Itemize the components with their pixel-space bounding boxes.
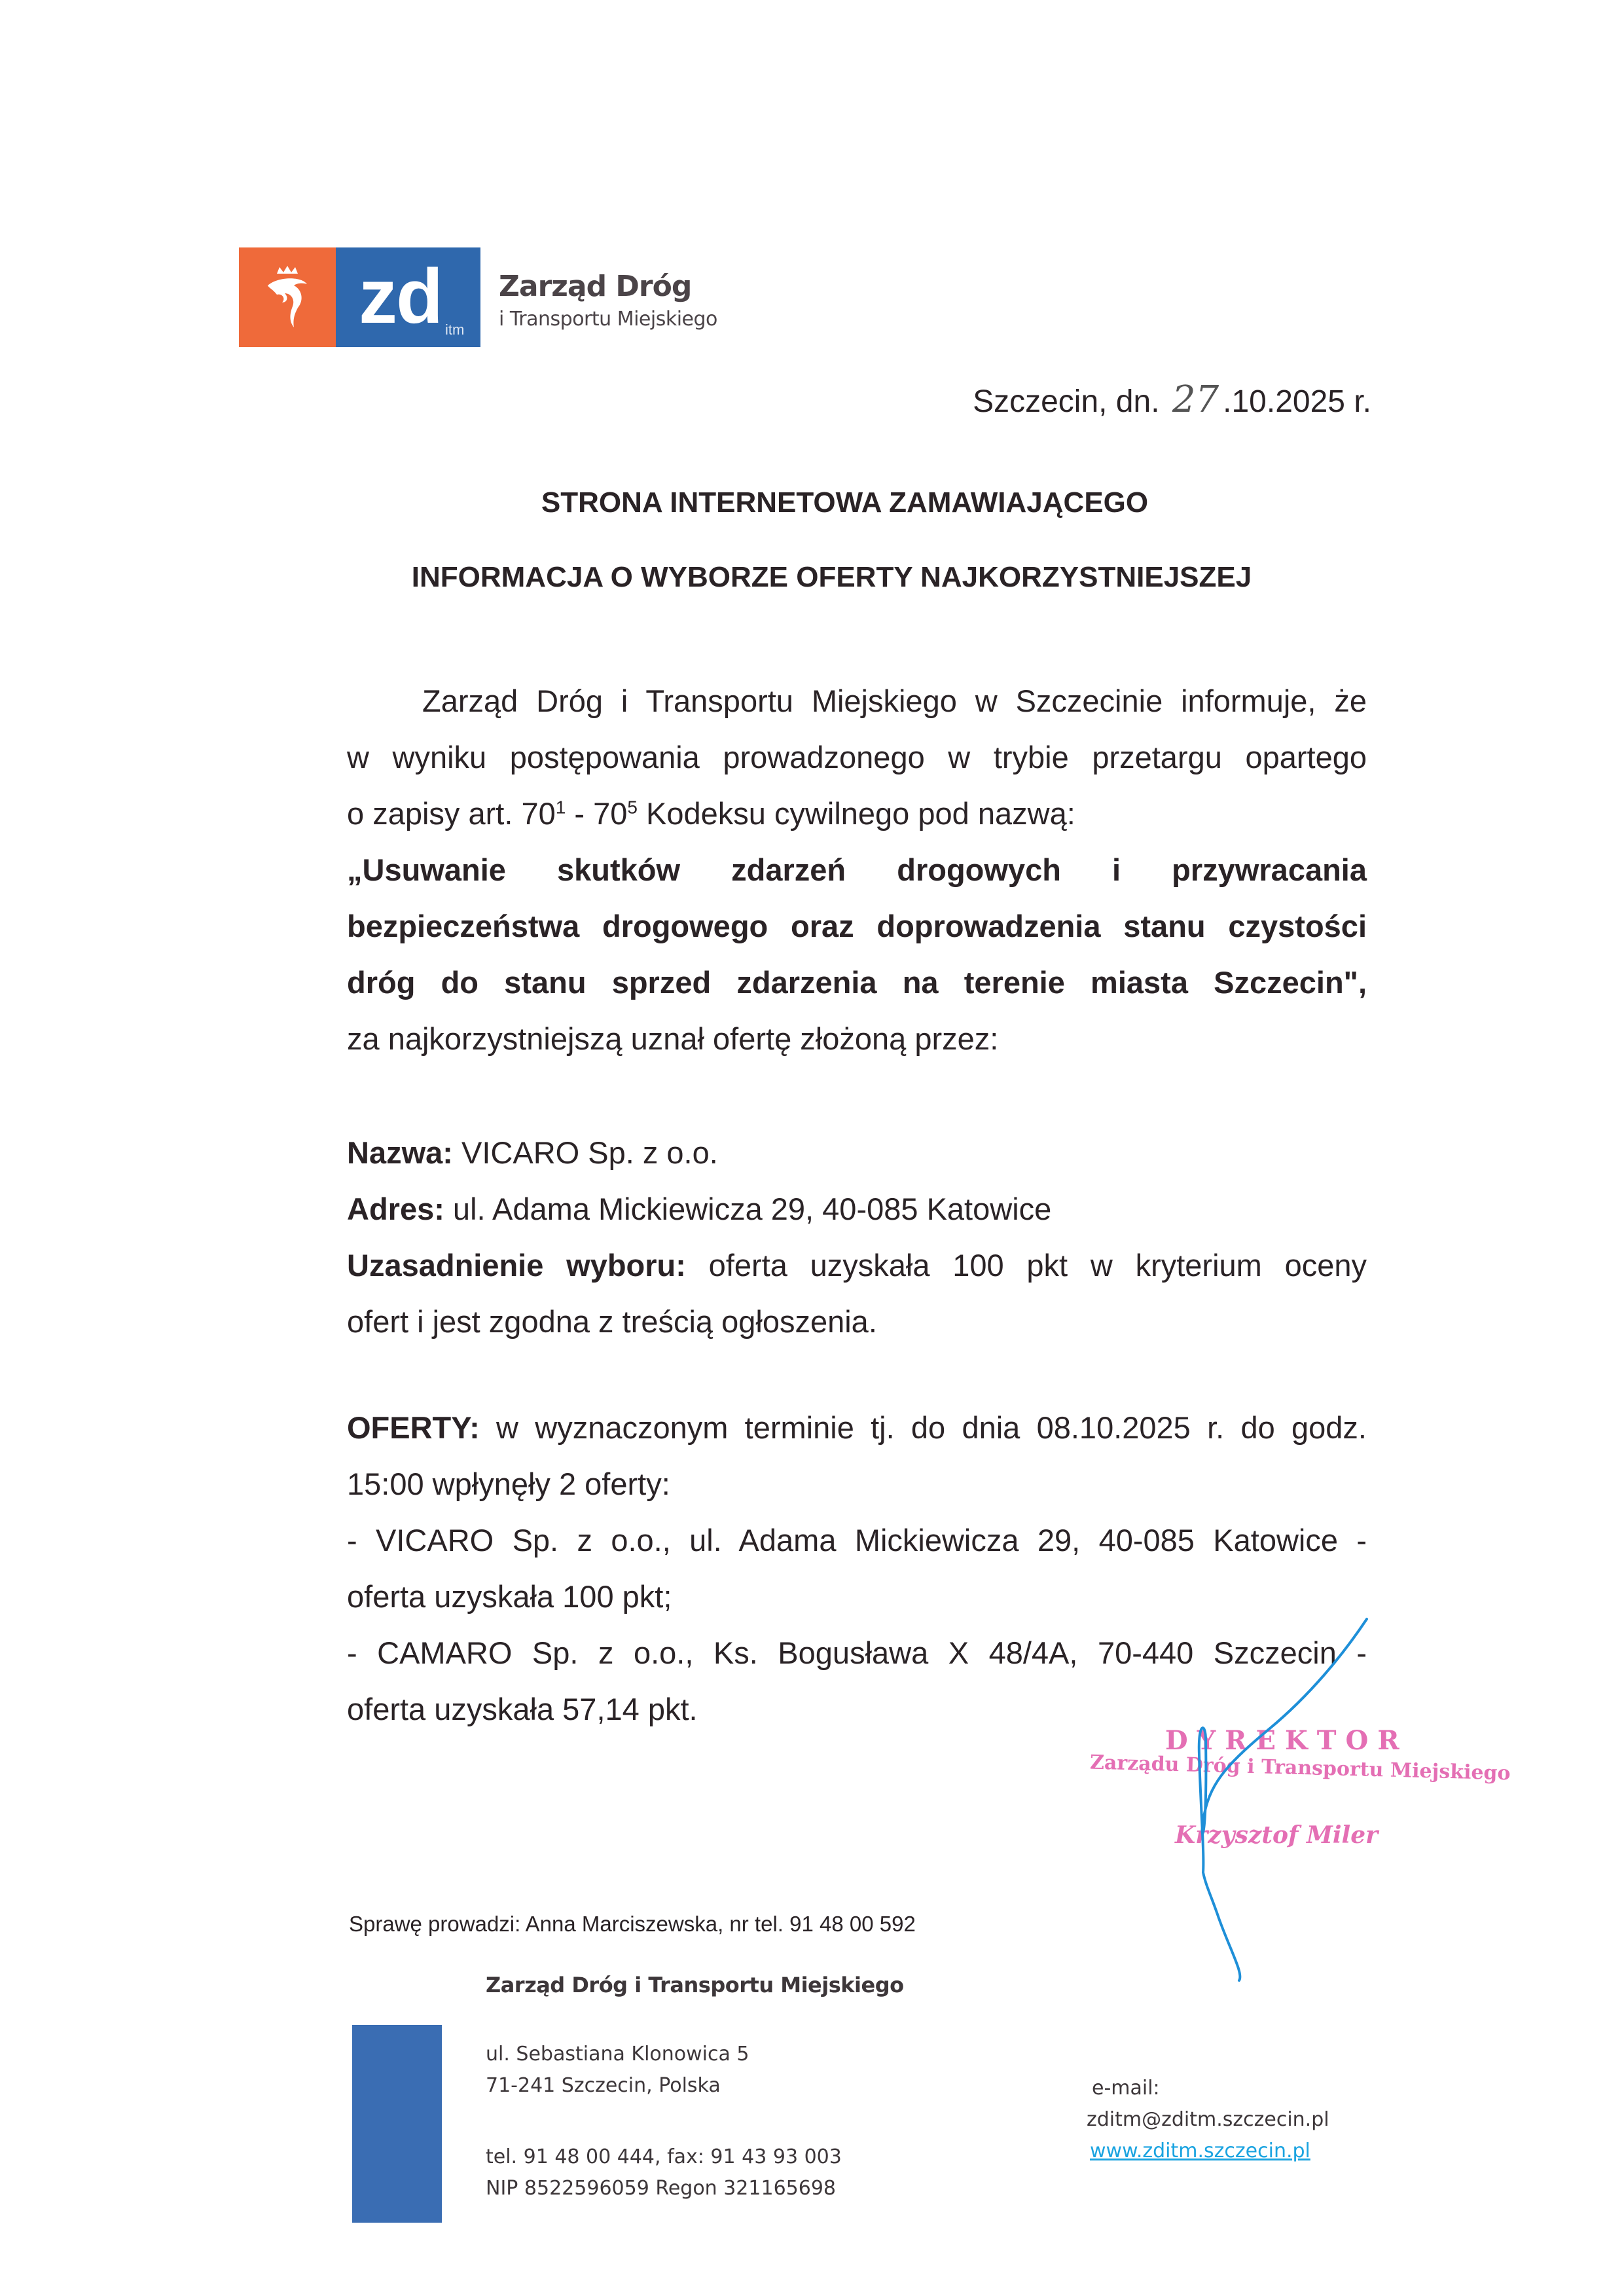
offers-block [347,1400,1367,1738]
winner-address-value: ul. Adama Mickiewicza 29, 40-085 Katowice [444,1192,1052,1226]
offers-label: OFERTY: [347,1410,480,1445]
offers-line2: 15:00 wpłynęły 2 oferty: [347,1467,670,1501]
logo-suffix: itm [445,321,465,338]
winner-name-label: Nazwa: [347,1135,453,1170]
date-suffix: .10.2025 r. [1223,384,1371,419]
footer-email[interactable]: zditm@zditm.szczecin.pl [1087,2108,1329,2131]
logo-name-line1: Zarząd Dróg [499,270,692,303]
footer-address-line2: 71-241 Szczecin, Polska [486,2074,721,2097]
date-prefix: Szczecin, dn. [973,384,1160,419]
date-handwritten-day: 27 [1172,378,1219,421]
intro-line3 [347,786,1367,842]
footer-color-bar [352,2025,442,2223]
stamp-title: DYREKTOR [1165,1725,1409,1756]
logo-monogram: zd [359,253,442,340]
title-line1: STRONA INTERNETOWA ZAMAWIAJĄCEGO [541,486,1149,519]
intro-paragraph [347,673,1367,1067]
offers-line1: w wyznaczonym terminie tj. do dnia 08.10.2025 r. do godz. [479,1410,1367,1445]
article-sup-1: 1 [555,797,566,818]
footer-phone: tel. 91 48 00 444, fax: 91 43 93 003 [486,2145,842,2168]
stamp-person: Krzysztof Miler [1175,1821,1379,1849]
logo-name-line2: i Transportu Miejskiego [499,308,717,331]
article-sup-5: 5 [627,797,638,818]
subject-line2: bezpieczeństwa drogowego oraz doprowadzenia stanu czystości [347,909,1367,943]
footer-org-name: Zarząd Dróg i Transportu Miejskiego [486,1973,904,1997]
winner-justification-line1: oferta uzyskała 100 pkt w kryterium oceny [685,1248,1367,1283]
offers-intro [347,1400,1367,1456]
winner-name [347,1125,1367,1181]
title-line2: INFORMACJA O WYBORZE OFERTY NAJKORZYSTNIEJSZEJ [411,561,1252,593]
intro-line3-b: - 70 [566,796,628,831]
subject-line3: dróg do stanu sprzed zdarzenia na terenie miasta Szczecin", [347,965,1367,1000]
offer-item-1-line1: - VICARO Sp. z o.o., ul. Adama Mickiewicza 29, 40-085 Katowice - [347,1523,1367,1558]
winner-address-label: Adres: [347,1192,444,1226]
winner-justification [347,1237,1367,1294]
offer-item-1-line2: oferta uzyskała 100 pkt; [347,1579,672,1614]
winner-justification-label: Uzasadnienie wyboru: [347,1248,686,1283]
stamp-org: Zarządu Dróg i Transportu Miejskiego [1089,1751,1511,1785]
winner-block [347,1125,1367,1350]
offer-item-2-line2: oferta uzyskała 57,14 pkt. [347,1692,698,1726]
griffin-icon [239,247,336,347]
intro-line3-c: Kodeksu cywilnego pod nazwą: [637,796,1075,831]
winner-address [347,1181,1367,1237]
logo-emblem [239,247,336,347]
subject-line1: „Usuwanie skutków zdarzeń drogowych i przywracania [347,852,1367,887]
winner-justification-line2: ofert i jest zgodna z treścią ogłoszenia. [347,1304,877,1339]
intro-line1: Zarząd Dróg i Transportu Miejskiego w Szczecinie informuje, że [422,683,1367,718]
footer-address-line1: ul. Sebastiana Klonowica 5 [486,2043,749,2066]
footer-website-link[interactable]: www.zditm.szczecin.pl [1090,2140,1310,2162]
intro-line3-a: o zapisy art. 70 [347,796,556,831]
intro-line2: w wyniku postępowania prowadzonego w trybie przetargu opartego [347,740,1367,774]
footer-email-label: e-mail: [1092,2077,1160,2100]
case-handler: Sprawę prowadzi: Anna Marciszewska, nr tel. 91 48 00 592 [349,1912,916,1936]
document-date [973,378,1371,421]
footer-registry: NIP 8522596059 Regon 321165698 [486,2177,837,2200]
winner-name-value: VICARO Sp. z o.o. [452,1135,718,1170]
selected-intro: za najkorzystniejszą uznał ofertę złożoną przez: [347,1021,999,1056]
offer-item-2-line1: - CAMARO Sp. z o.o., Ks. Bogusława X 48/4A, 70-440 Szczecin - [347,1635,1367,1670]
